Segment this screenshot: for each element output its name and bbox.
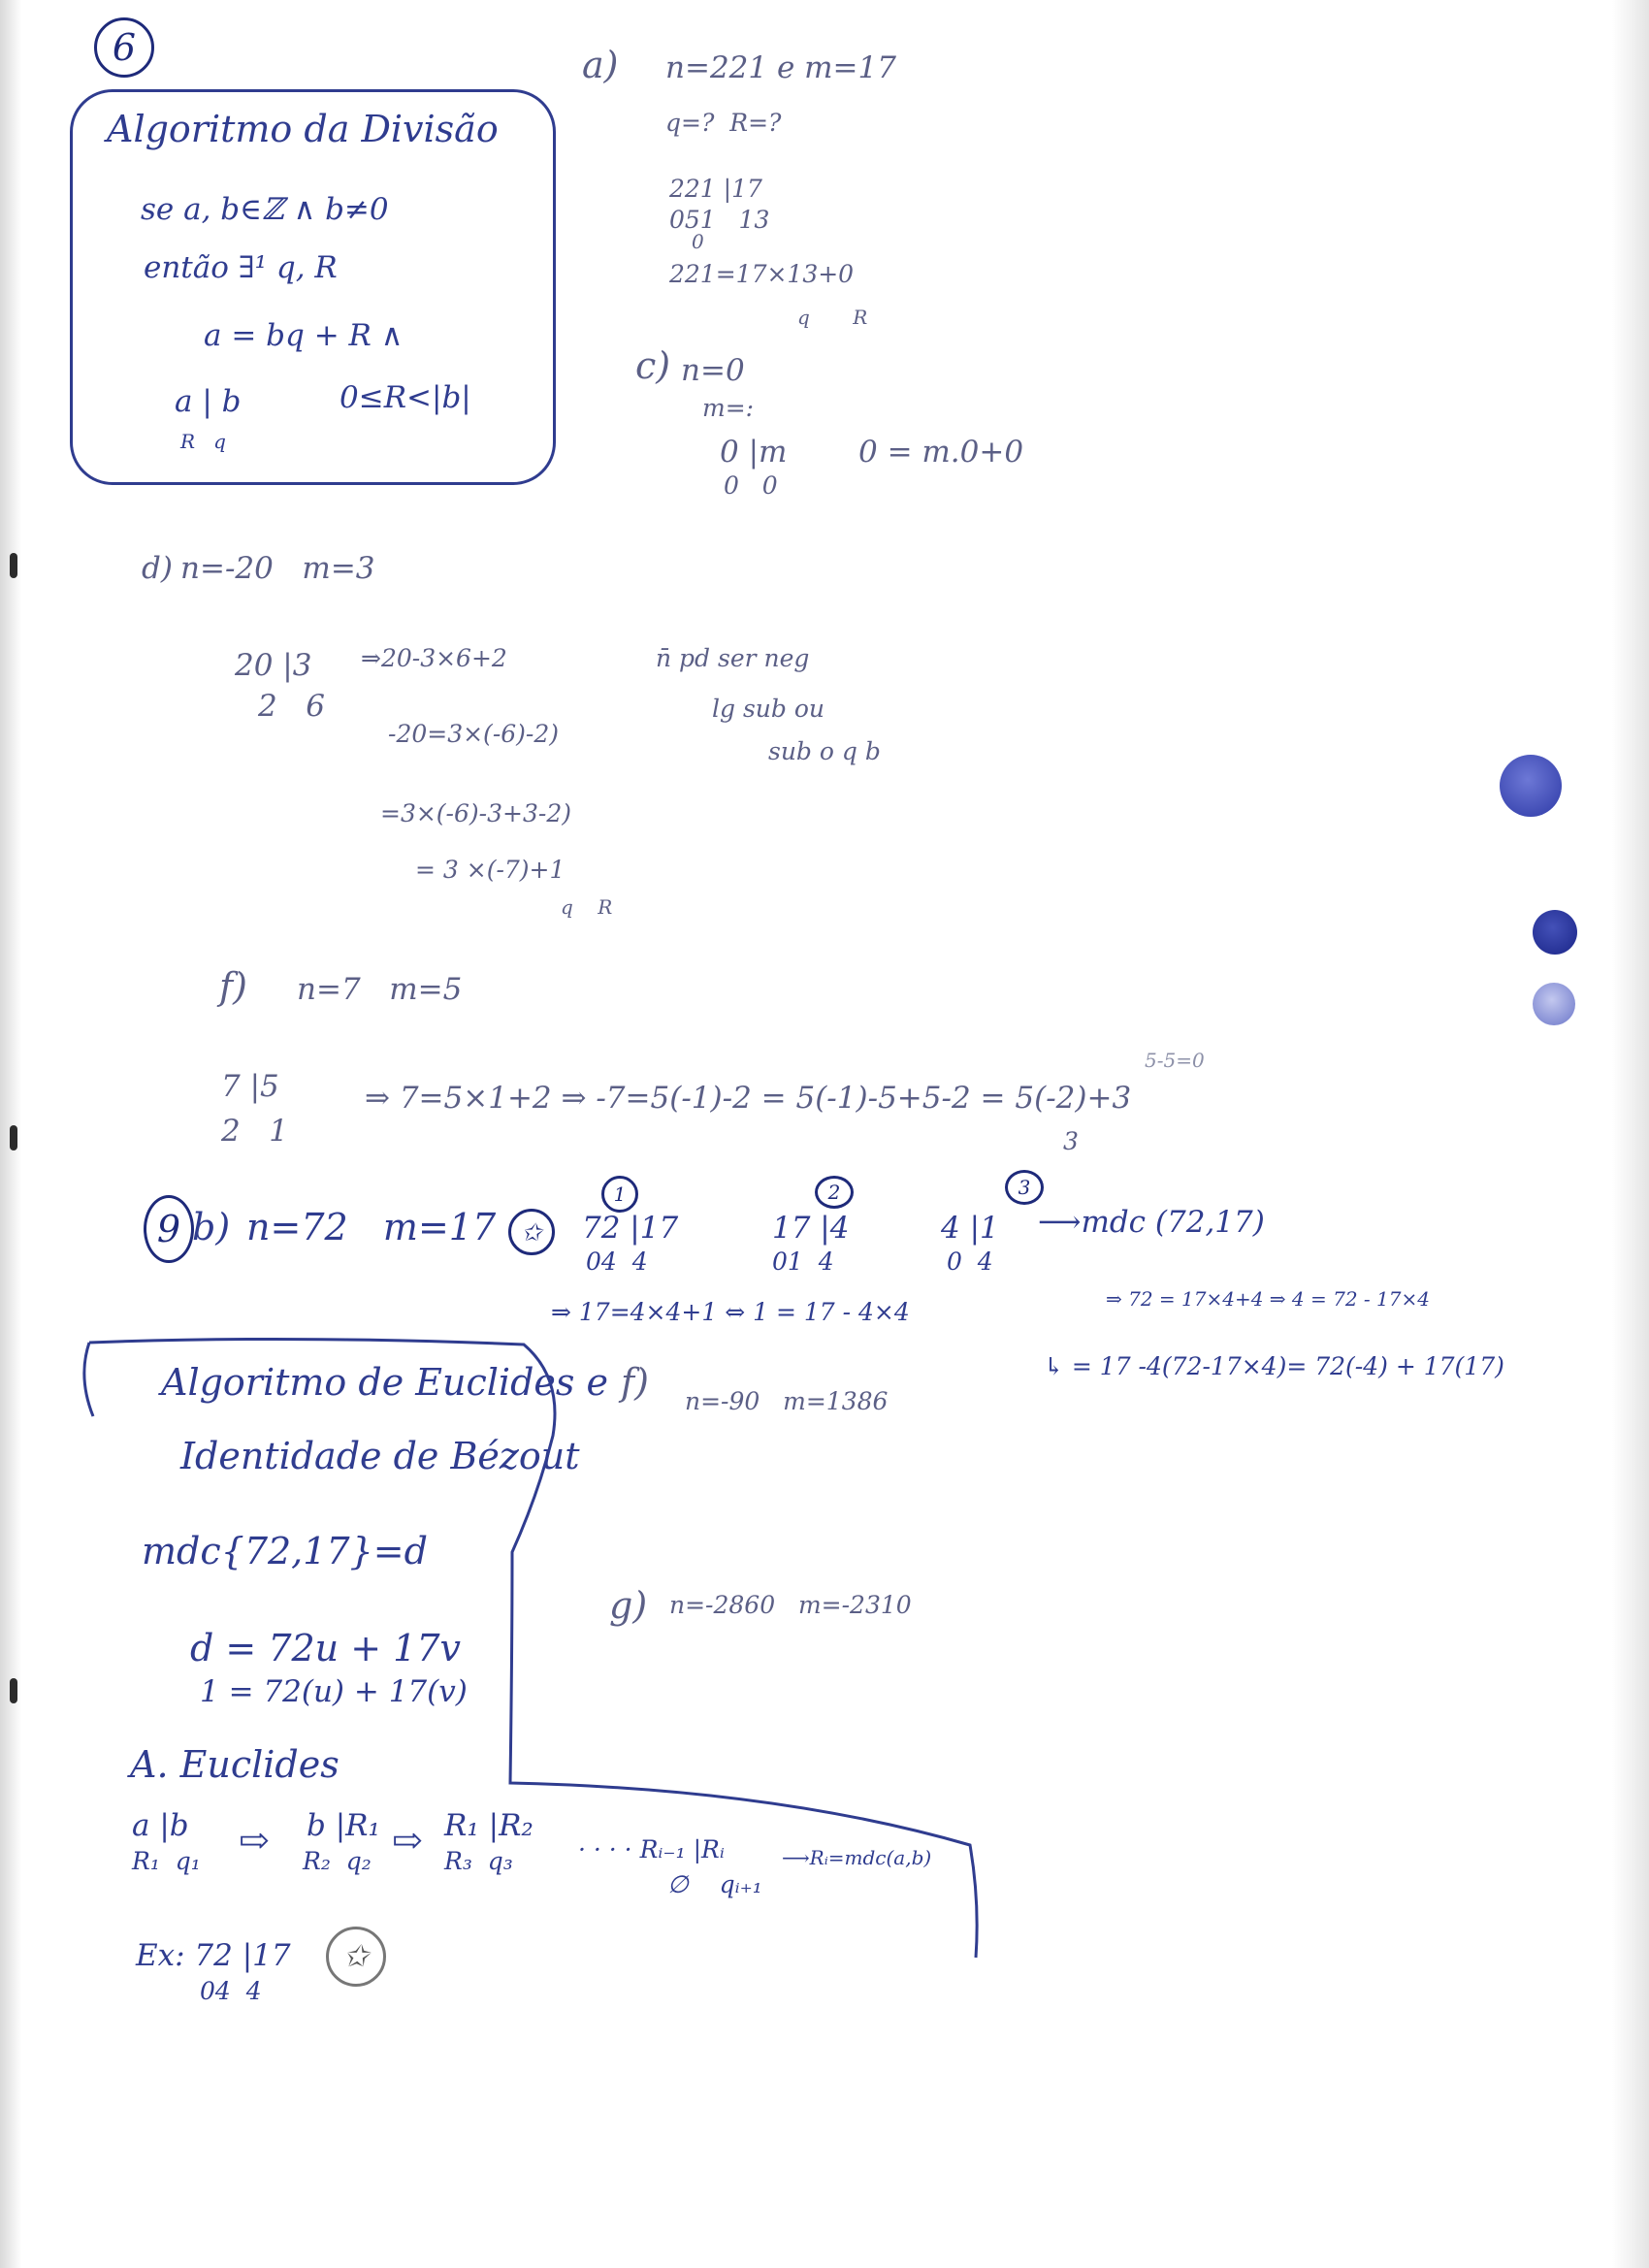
division-box-line2: então ∃¹ q, R (144, 250, 338, 285)
part-f-chain: ⇒ 7=5×1+2 ⇒ -7=5(-1)-2 = 5(-1)-5+5-2 = 5(-2)+3 (365, 1081, 1132, 1116)
part-f-label: f) (219, 965, 247, 1008)
part-a-division-rest: 0 (692, 230, 704, 253)
exercise-number: 6 (112, 26, 137, 69)
part-a-division-bottom: 051 13 (669, 206, 770, 234)
div3-bottom: 0 4 (947, 1247, 993, 1276)
part-f-sub3: 3 (1063, 1127, 1079, 1155)
euclid-eq2: 1 = 72(u) + 17(v) (200, 1674, 468, 1709)
part-d-given: n=-20 m=3 (180, 551, 375, 586)
part-a-division-top: 221 |17 (669, 175, 762, 203)
euclid-mdc: mdc{72,17}=d (142, 1530, 428, 1572)
arrow-right-icon: ⇨ (392, 1819, 423, 1862)
euclid-title2: Identidade de Bézout (180, 1435, 580, 1477)
euclid-dots-bottom: ∅ qᵢ₊₁ (667, 1870, 762, 1898)
euclid-step1-bottom: R₁ q₁ (132, 1847, 201, 1875)
star-circle (326, 1927, 386, 1987)
part-d-step4: = 3 ×(-7)+1 (415, 856, 566, 884)
section-9-given: n=72 m=17 (246, 1206, 497, 1248)
part-c-division: 0 |m (720, 435, 788, 470)
part-a-labels: q R (797, 306, 868, 329)
section-9-number: 9 (156, 1208, 181, 1250)
div2-top: 17 |4 (772, 1211, 850, 1246)
part-g-given: n=-2860 m=-2310 (669, 1591, 912, 1619)
part-f-division-bottom: 2 1 (221, 1114, 289, 1149)
part-d-division: 20 |3 (235, 648, 312, 683)
section-9-label: b) (192, 1206, 231, 1248)
div1-bottom: 04 4 (586, 1247, 648, 1276)
part-c-given-m: m=: (702, 394, 755, 422)
division-box-line1: se a, b∈ℤ ∧ b≠0 (141, 192, 389, 227)
part-c-division-bottom: 0 0 (724, 471, 778, 500)
division-box-condition: 0≤R<|b| (340, 380, 471, 415)
euclid-dots: · · · · Rᵢ₋₁ |Rᵢ (578, 1835, 725, 1863)
part-d-note3: sub o q b (768, 737, 881, 765)
arrow-right-icon: ⇨ (239, 1819, 270, 1862)
part-a-label: a) (582, 44, 619, 86)
part-d-label: d) (142, 551, 173, 586)
euclid-step2: b |R₁ (307, 1808, 380, 1843)
euclid-title1: Algoritmo de Euclides e (161, 1361, 608, 1404)
section-9-line2: ⇒ 17=4×4+1 ⇔ 1 = 17 - 4×4 (551, 1298, 910, 1326)
mdc-result: ⟶mdc (72,17) (1038, 1205, 1265, 1240)
section-9-line3: ↳ = 17 -4(72-17×4)= 72(-4) + 17(17) (1044, 1352, 1504, 1380)
part-f-given: n=7 m=5 (297, 972, 463, 1007)
part-f-division: 7 |5 (221, 1069, 279, 1104)
step-3-number: 3 (1018, 1176, 1031, 1199)
euclid-example: Ex: 72 |17 (136, 1938, 291, 1973)
part-g-label: g) (609, 1584, 648, 1627)
part-f2-label: f) (621, 1361, 649, 1404)
part-d-note1: n̄ pd ser neg (656, 644, 810, 672)
div3-top: 4 |1 (941, 1211, 999, 1246)
euclid-eq1: d = 72u + 17v (190, 1627, 461, 1669)
part-d-labels: q R (561, 895, 613, 919)
step-2-number: 2 (827, 1181, 841, 1204)
div2-bottom: 01 4 (772, 1247, 834, 1276)
div1-top: 72 |17 (582, 1211, 679, 1246)
euclid-result: ⟶Rᵢ=mdc(a,b) (782, 1846, 932, 1869)
euclid-step3-bottom: R₃ q₃ (444, 1847, 513, 1875)
euclid-section-title: A. Euclides (130, 1743, 340, 1786)
part-a-result: 221=17×13+0 (669, 260, 855, 288)
division-box-title: Algoritmo da Divisão (107, 108, 499, 150)
part-f2-given: n=-90 m=1386 (685, 1387, 889, 1415)
division-box-scheme: a | b (175, 384, 242, 419)
part-f-annotation: 5-5=0 (1145, 1049, 1205, 1072)
part-d-step2: -20=3×(-6)-2) (388, 720, 560, 748)
part-c-result: 0 = m.0+0 (858, 435, 1024, 470)
star-icon: ✩ (343, 1939, 369, 1974)
step-1-number: 1 (613, 1183, 627, 1206)
euclid-example-bottom: 04 4 (200, 1977, 262, 2005)
euclid-step3: R₁ |R₂ (444, 1808, 534, 1843)
part-c-label: c) (635, 344, 671, 387)
part-d-note2: lg sub ou (712, 695, 824, 723)
part-a-ask: q=? R=? (665, 109, 782, 137)
section-9-line2-right: ⇒ 72 = 17×4+4 ⇒ 4 = 72 - 17×4 (1106, 1287, 1430, 1311)
part-d-division-bottom: 2 6 (258, 689, 326, 724)
part-d-step1: ⇒20-3×6+2 (361, 644, 507, 672)
euclid-step2-bottom: R₂ q₂ (303, 1847, 372, 1875)
division-box-scheme-bottom: R q (180, 430, 226, 453)
part-c-given-n: n=0 (681, 353, 745, 388)
part-d-step3: =3×(-6)-3+3-2) (380, 799, 571, 827)
star-icon: ✩ (521, 1217, 542, 1247)
part-a-given: n=221 e m=17 (665, 50, 896, 85)
division-box-line3: a = bq + R ∧ (204, 318, 404, 353)
euclid-step1: a |b (132, 1808, 189, 1843)
